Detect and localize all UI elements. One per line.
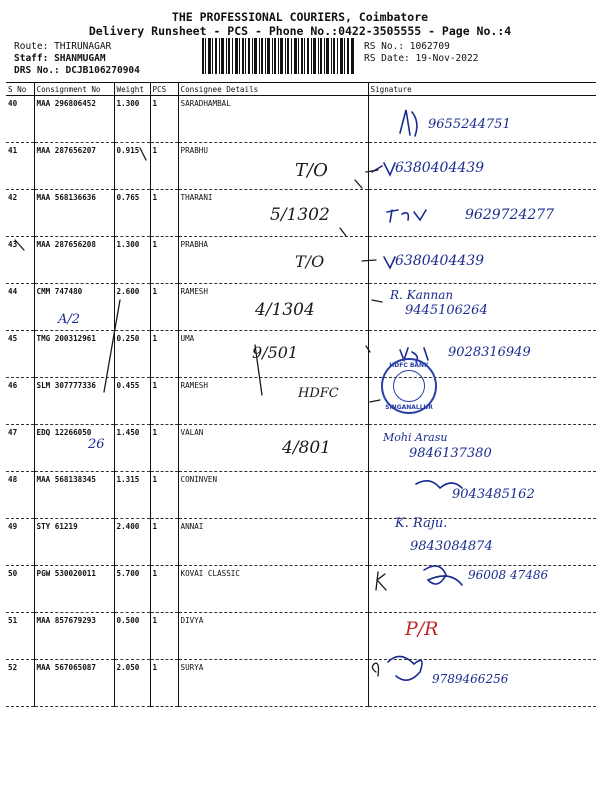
signature-scribble-row-40 [400,110,417,136]
cell-consignment-no: CMM 747480 [34,284,114,331]
document-subtitle: Delivery Runsheet - PCS - Phone No.:0422-3505555 - Page No.:4 [88,24,512,38]
cell-pcs: 1 [150,613,178,660]
handwritten-phone-row-44: 9445106264 [405,303,488,318]
route-value: THIRUNAGAR [54,41,112,52]
cell-consignment-no: MAA 857679293 [34,613,114,660]
cell-weight: 0.455 [114,378,150,425]
cell-pcs: 1 [150,519,178,566]
signature-scribble-row-41 [372,163,395,175]
rs-date-value: 19-Nov-2022 [415,53,479,64]
diagonal-stroke-5 [355,180,362,188]
handwritten-phone-row-47: 9846137380 [409,446,492,461]
cell-consignee: RAMESH [178,378,368,425]
cell-consignment-no: TMG 200312961 [34,331,114,378]
cell-pcs: 1 [150,143,178,190]
handwritten-ref-row-47: 4/801 [282,438,331,458]
diagonal-stroke-2 [255,345,262,395]
cell-sno: 47 [6,425,34,472]
cell-consignee: ANNAI [178,519,368,566]
rs-no-label: RS No.: [364,41,405,52]
col-header-sno: S No [6,83,34,96]
cell-consignment-no: PGW 530020011 [34,566,114,613]
handwritten-phone-row-42: 9629724277 [465,207,555,223]
cell-pcs: 1 [150,284,178,331]
handwritten-mark-row-46: HDFC [298,386,339,401]
line-mark-row-44 [372,300,382,302]
handwritten-phone-row-49: 9843084874 [410,539,493,554]
cell-pcs: 1 [150,331,178,378]
k-mark-row-50 [376,572,386,590]
signature-scribble-row-52 [388,656,422,680]
col-header-pcs: PCS [150,83,178,96]
cell-sno: 44 [6,284,34,331]
handwritten-ref-row-42: 5/1302 [270,205,330,225]
cell-consignment-no: MAA 287656208 [34,237,114,284]
col-header-weight: Weight [114,83,150,96]
rs-no-value: 1062709 [409,41,450,52]
cell-pcs: 1 [150,237,178,284]
diagonal-stroke-6 [340,228,346,236]
cell-weight: 1.450 [114,425,150,472]
diagonal-stroke-1 [104,300,120,392]
hdfc-bank-stamp [381,358,437,414]
cell-consignee: UMA [178,331,368,378]
cell-consignee: CONINVEN [178,472,368,519]
dash-mark-row-43 [362,260,376,261]
cell-consignee: SURYA [178,660,368,707]
handwritten-name-row-49: K. Raju. [395,516,448,531]
stamp-text-bottom: SINGANALLUR [385,404,433,411]
document-title: THE PROFESSIONAL COURIERS, Coimbatore [171,10,429,24]
cell-weight: 2.050 [114,660,150,707]
cell-pcs: 1 [150,96,178,143]
cell-sno: 43 [6,237,34,284]
cell-pcs: 1 [150,425,178,472]
col-header-consignment: Consignment No [34,83,114,96]
cell-weight: 1.300 [114,96,150,143]
cell-consignment-no: EDQ 12266050 [34,425,114,472]
handwritten-name-row-44: R. Kannan [390,288,454,302]
cell-sno: 52 [6,660,34,707]
diagonal-stroke-4 [140,148,146,160]
handwritten-ref-row-45: 9/501 [252,343,299,362]
handwritten-phone-row-48: 9043485162 [452,487,535,502]
cell-weight: 1.315 [114,472,150,519]
cell-consignment-no: STY 61219 [34,519,114,566]
route-label: Route: [14,41,49,52]
cell-pcs: 1 [150,378,178,425]
cell-weight: 5.700 [114,566,150,613]
signature-scribble-row-43 [384,257,395,268]
cell-consignee: PRABHA [178,237,368,284]
handwritten-phone-row-45: 9028316949 [448,345,531,360]
cell-consignee: VALAN [178,425,368,472]
cell-consignment-no: MAA 567065087 [34,660,114,707]
handwritten-name-row-47: Mohi Arasu [383,431,448,444]
cell-pcs: 1 [150,190,178,237]
drs-label: DRS No.: [14,65,60,76]
handwritten-phone-row-43: 6380404439 [395,253,485,269]
stamp-text-top: HDFC BANK [389,362,429,369]
cell-sno: 46 [6,378,34,425]
cell-sno: 41 [6,143,34,190]
handwritten-phone-row-40: 9655244751 [428,117,511,132]
drs-value: DCJB106270904 [65,65,140,76]
cell-consignment-no: MAA 296806452 [34,96,114,143]
col-header-signature: Signature [368,83,596,96]
handwritten-phone-row-41: 6380404439 [395,160,485,176]
staff-label: Staff: [14,53,49,64]
rs-date-label: RS Date: [364,53,410,64]
cell-sno: 42 [6,190,34,237]
cell-consignee: KOVAI CLASSIC [178,566,368,613]
cell-weight: 1.300 [114,237,150,284]
cell-sno: 51 [6,613,34,660]
cell-consignment-no: MAA 287656207 [34,143,114,190]
cell-pcs: 1 [150,472,178,519]
handwritten-mark-row-43: T/O [295,252,325,271]
staff-value: SHANMUGAM [54,53,106,64]
handwritten-margin-mark-1: A/2 [58,312,81,327]
cell-consignee: DIVYA [178,613,368,660]
cell-weight: 2.400 [114,519,150,566]
cell-sno: 40 [6,96,34,143]
cell-weight: 0.915 [114,143,150,190]
cell-weight: 0.765 [114,190,150,237]
handwritten-mark-row-41: T/O [295,160,328,181]
signature-scribble-row-50 [424,566,462,585]
handwritten-phone-row-50: 96008 47486 [468,568,549,582]
signature-scribble-row-48 [416,481,462,488]
s-mark-row-52 [372,663,378,676]
col-header-consignee: Consignee Details [178,83,368,96]
cell-consignee: THARANI [178,190,368,237]
cell-pcs: 1 [150,660,178,707]
cell-sno: 48 [6,472,34,519]
stamp-inner-ring [393,370,425,402]
signature-scribble-row-42 [387,210,426,222]
cell-consignment-no: MAA 568138345 [34,472,114,519]
diagonal-stroke-3 [15,240,24,250]
cell-sno: 50 [6,566,34,613]
cell-pcs: 1 [150,566,178,613]
cell-consignment-no: MAA 568136636 [34,190,114,237]
cell-consignee: SARADHAMBAL [178,96,368,143]
cell-consignee: RAMESH [178,284,368,331]
cell-weight: 0.500 [114,613,150,660]
line-mark-row-46 [370,400,380,402]
handwritten-mark-row-51: P/R [405,618,439,640]
cell-weight: 0.250 [114,331,150,378]
cell-sno: 49 [6,519,34,566]
cell-consignment-no: SLM 307777336 [34,378,114,425]
cell-consignee: PRABHU [178,143,368,190]
cell-weight: 2.600 [114,284,150,331]
cell-sno: 45 [6,331,34,378]
handwritten-ref-row-44: 4/1304 [255,300,315,320]
handwritten-margin-mark-2: 26 [88,437,105,452]
line-mark-row-45 [366,346,370,352]
handwritten-phone-row-52: 9789466256 [432,672,509,686]
